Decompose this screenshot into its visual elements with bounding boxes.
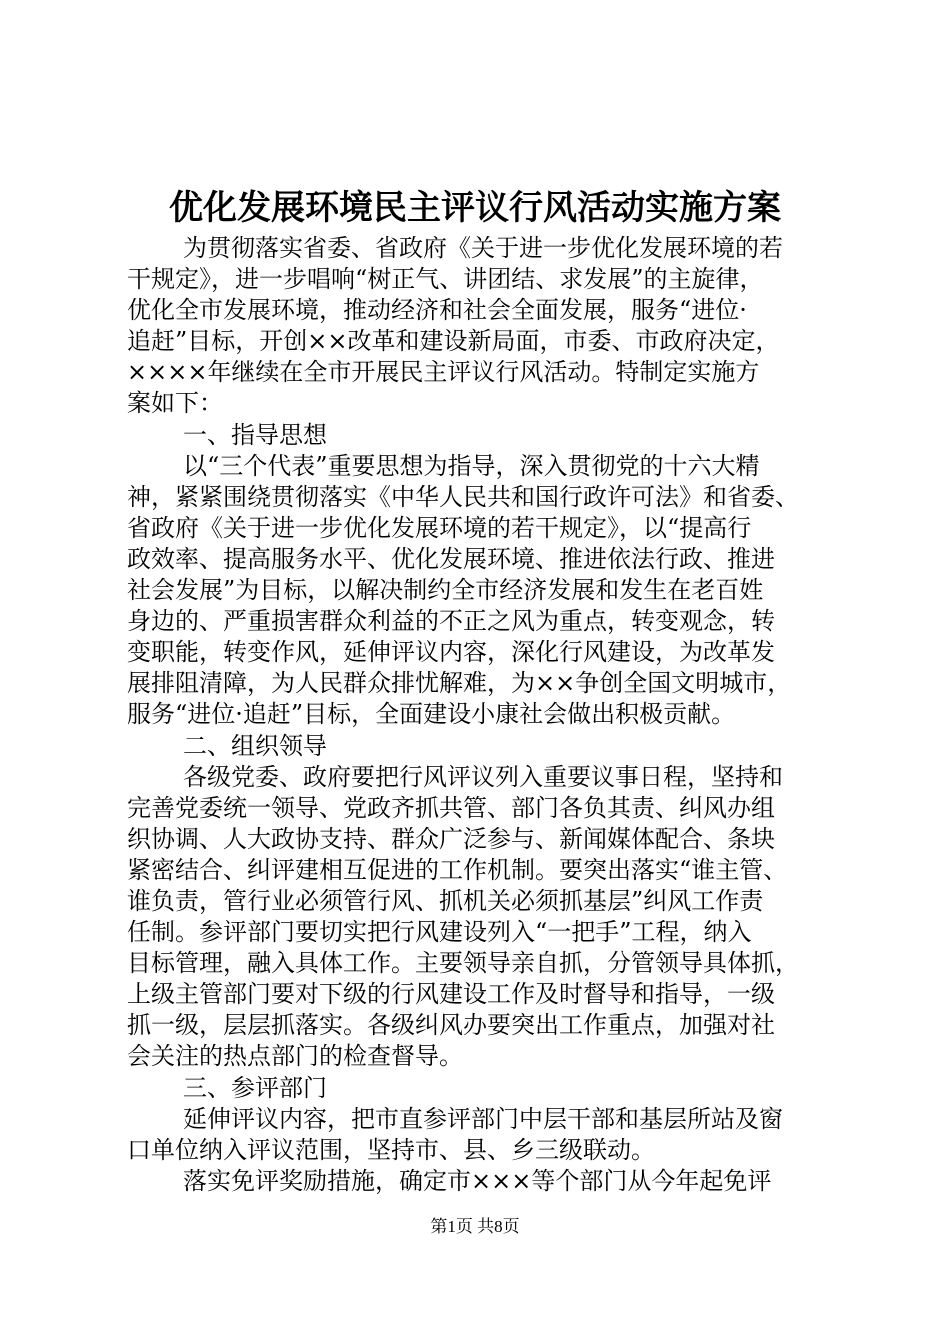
body-line: 目标管理，融入具体工作。主要领导亲自抓，分管领导具体抓， [127,949,799,978]
body-line: 完善党委统一领导、党政齐抓共管、部门各负其责、纠风办组 [127,793,775,822]
body-line: 为贯彻落实省委、省政府《关于进一步优化发展环境的若 [183,234,783,262]
body-line: 变职能，转变作风，延伸评议内容，深化行风建设，为改革发 [127,638,775,667]
body-line: 抓一级，层层抓落实。各级纠风办要突出工作重点，加强对社 [127,1011,775,1040]
body-line: 政效率、提高服务水平、优化发展环境、推进依法行政、推进 [127,544,775,573]
body-line: 各级党委、政府要把行风评议列入重要议事日程，坚持和 [183,762,783,791]
body-line: 一、指导思想 [183,420,327,449]
page-footer: 第1页 共8页 [430,1217,520,1236]
body-line: 上级主管部门要对下级的行风建设工作及时督导和指导，一级 [127,980,775,1009]
body-line: ××××年继续在全市开展民主评议行风活动。特制定实施方 [127,358,760,387]
document-body [127,233,827,1197]
body-line: 二、组织领导 [183,731,327,760]
body-line: 任制。参评部门要切实把行风建设列入“一把手”工程，纳入 [127,918,752,947]
document-title: 优化发展环境民主评议行风活动实施方案 [169,188,781,228]
body-line: 展排阻清障，为人民群众排忧解难，为××争创全国文明城市， [127,669,792,698]
body-line: 案如下： [127,389,223,418]
body-line: 干规定》，进一步唱响“树正气、讲团结、求发展”的主旋律， [127,265,764,294]
body-line: 优化全市发展环境，推动经济和社会全面发展，服务“进位· [127,296,747,325]
body-line: 追赶”目标，开创××改革和建设新局面，市委、市政府决定， [127,327,780,356]
body-line: 会关注的热点部门的检查督导。 [127,1042,463,1071]
body-line: 紧密结合、纠评建相互促进的工作机制。要突出落实“谁主管、 [127,855,788,884]
body-line: 口单位纳入评议范围，坚持市、县、乡三级联动。 [127,1135,655,1164]
body-line: 社会发展”为目标，以解决制约全市经济发展和发生在老百姓 [127,576,764,605]
body-line: 三、参评部门 [183,1073,327,1102]
body-line: 神，紧紧围绕贯彻落实《中华人民共和国行政许可法》和省委、 [127,482,799,511]
body-line: 以“三个代表”重要思想为指导，深入贯彻党的十六大精 [183,451,760,480]
body-line: 织协调、人大政协支持、群众广泛参与、新闻媒体配合、条块 [127,824,775,853]
body-line: 谁负责，管行业必须管行风、抓机关必须抓基层”纠风工作责 [127,886,764,915]
body-line: 延伸评议内容，把市直参评部门中层干部和基层所站及窗 [183,1104,783,1133]
body-line: 落实免评奖励措施，确定市×××等个部门从今年起免评 [183,1166,772,1195]
body-line: 省政府《关于进一步优化发展环境的若干规定》，以“提高行 [127,513,752,542]
body-line: 身边的、严重损害群众利益的不正之风为重点，转变观念，转 [127,607,775,636]
body-line: 服务“进位·追赶”目标，全面建设小康社会做出积极贡献。 [127,700,736,729]
